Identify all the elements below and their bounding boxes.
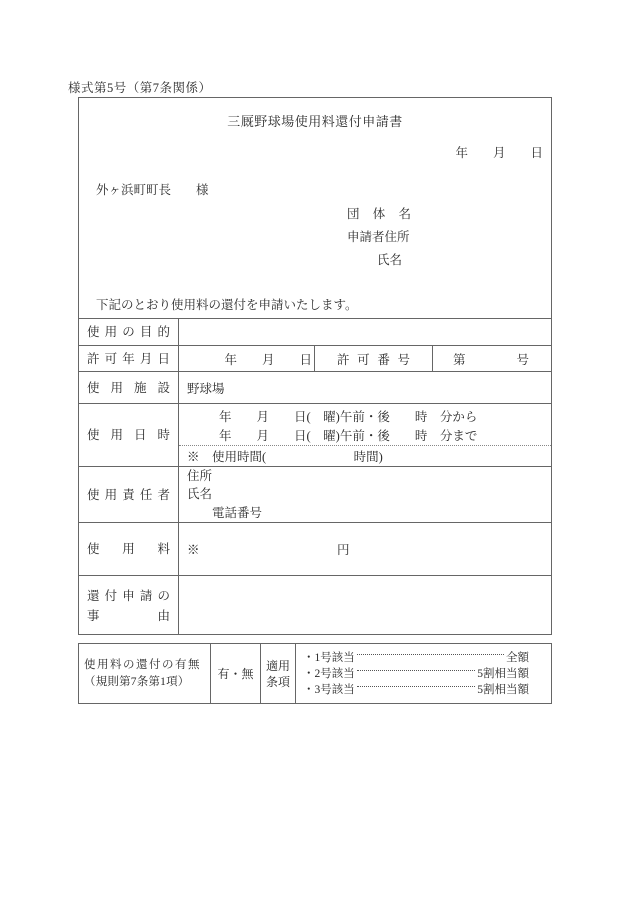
refund-presence-cell: 有・無 xyxy=(211,644,261,703)
refund-reason-value-cell xyxy=(179,576,551,634)
refund-reason-label-line1: 還付申請の xyxy=(87,589,170,603)
refund-rule-reference: （規則第7条第1項） xyxy=(84,675,190,688)
refund-reason-label-line2: 事由 xyxy=(87,609,170,623)
datetime-from-line: 年 月 日( 曜)午前・後 時 分から xyxy=(219,410,478,424)
row-permit xyxy=(79,345,551,371)
refund-eligibility-label-cell xyxy=(79,644,211,703)
facility-label-cell xyxy=(79,372,179,403)
responsible-phone-label: 電話番号 xyxy=(187,505,263,520)
row-responsible xyxy=(79,466,551,522)
applicable-clause-label-line2: 条項 xyxy=(265,674,290,689)
form-header-section xyxy=(79,98,551,318)
applicant-address-label: 申請者住所 xyxy=(347,230,410,244)
declaration-line: 下記のとおり使用料の還付を申請いたします。 xyxy=(96,298,358,312)
purpose-label: 使用の目的 xyxy=(87,325,170,339)
fee-label: 使用料 xyxy=(87,542,170,556)
responsible-label: 使用責任者 xyxy=(87,487,170,502)
application-form-table xyxy=(78,97,552,635)
purpose-value-cell xyxy=(179,319,551,345)
datetime-value-cell xyxy=(179,404,551,466)
clause-item-1 xyxy=(303,650,529,666)
usage-hours-note: ※ 使用時間( 時間) xyxy=(187,450,383,464)
responsible-name-label: 氏名 xyxy=(187,487,213,502)
refund-reason-label-cell xyxy=(79,576,179,634)
document-title: 三厩野球場使用料還付申請書 xyxy=(227,114,403,129)
row-datetime xyxy=(79,403,551,466)
permit-value-cells xyxy=(179,346,551,371)
row-purpose xyxy=(79,318,551,345)
refund-eligibility-table xyxy=(78,643,552,704)
permit-number-label: 許可番号 xyxy=(337,352,410,367)
dotted-leader xyxy=(357,686,476,687)
clause-2-name: ・2号該当 xyxy=(303,667,355,680)
applicable-clause-label-cell xyxy=(261,644,296,703)
responsible-label-cell xyxy=(79,467,179,522)
form-number: 様式第5号（第7条関係） xyxy=(68,81,212,95)
dotted-leader xyxy=(357,670,476,671)
permit-date-label-cell xyxy=(79,346,179,371)
clause-1-amount: 全額 xyxy=(506,651,529,664)
clause-list-cell xyxy=(296,644,551,703)
facility-value-cell xyxy=(179,372,551,403)
applicable-clause-label-line1: 適用 xyxy=(265,658,290,673)
facility-value: 野球場 xyxy=(187,381,225,396)
purpose-label-cell xyxy=(79,319,179,345)
datetime-to-line: 年 月 日( 曜)午前・後 時 分まで xyxy=(219,429,478,443)
permit-number-suffix: 号 xyxy=(516,352,529,367)
date-blank-line: 年 月 日 xyxy=(455,146,543,160)
permit-date-label: 許可年月日 xyxy=(87,351,170,366)
applicant-group-label: 団体名 xyxy=(347,207,411,221)
clause-item-2 xyxy=(303,666,529,682)
responsible-address-label: 住所 xyxy=(187,468,213,483)
fee-value-cell: ※ 円 xyxy=(187,543,350,557)
clause-1-name: ・1号該当 xyxy=(303,651,355,664)
fee-label-cell xyxy=(79,523,179,575)
responsible-value-cell xyxy=(179,467,551,522)
datetime-label-cell xyxy=(79,404,179,466)
row-refund-reason xyxy=(79,575,551,634)
applicant-name-label: 氏名 xyxy=(377,253,403,267)
applicant-block xyxy=(347,203,411,272)
datetime-blank-lines xyxy=(179,404,551,446)
permit-number-prefix: 第 xyxy=(453,352,466,367)
addressee-line: 外ヶ浜町町長 様 xyxy=(96,183,209,197)
clause-3-name: ・3号該当 xyxy=(303,683,355,696)
clause-2-amount: 5割相当額 xyxy=(477,667,529,680)
clause-item-3 xyxy=(303,682,529,698)
row-fee xyxy=(79,522,551,575)
datetime-label: 使用日時 xyxy=(87,428,170,442)
refund-eligibility-label: 使用料の還付の有無 xyxy=(84,658,201,671)
permit-date-blank: 年 月 日 xyxy=(224,352,312,367)
dotted-leader xyxy=(357,654,504,655)
clause-3-amount: 5割相当額 xyxy=(477,683,529,696)
facility-label: 使用施設 xyxy=(87,380,170,395)
row-facility xyxy=(79,371,551,403)
permit-number-label-cell xyxy=(314,346,433,371)
permit-number-blank-cell xyxy=(433,346,551,371)
